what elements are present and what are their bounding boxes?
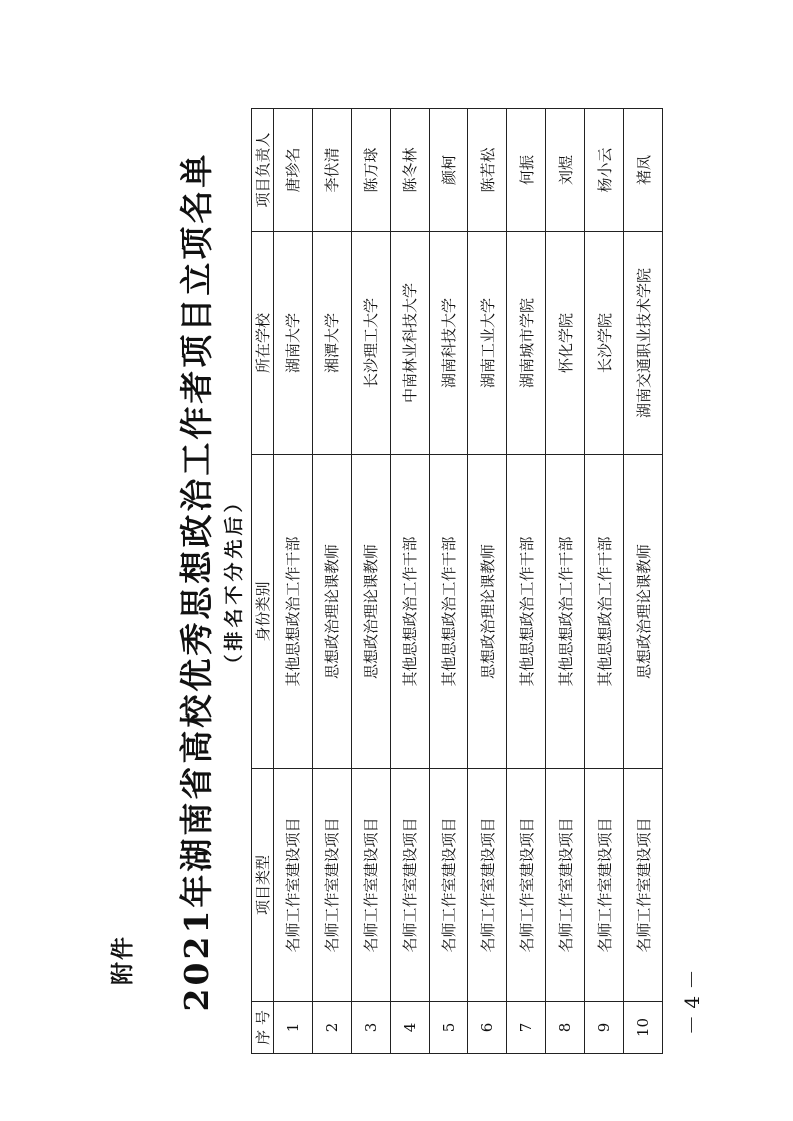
cell-project-leader: 陈若松: [468, 109, 507, 232]
cell-project-leader: 颜柯: [429, 109, 468, 232]
table-row: [274, 109, 313, 1054]
cell-school: 长沙理工大学: [351, 232, 390, 455]
table-row: [351, 109, 390, 1054]
cell-project-type: 名师工作室建设项目: [546, 769, 585, 1002]
document-title: 2021年湖南省高校优秀思想政治工作者项目立项名单: [177, 151, 216, 1012]
table-row: [546, 109, 585, 1054]
cell-identity-category: 思想政治理论课教师: [624, 455, 663, 769]
cell-project-leader: 杨小云: [585, 109, 624, 232]
cell-index: 4: [390, 1002, 429, 1054]
cell-school: 湘潭大学: [312, 232, 351, 455]
cell-project-leader: 陈冬林: [390, 109, 429, 232]
header-project-type: 项目类型: [252, 769, 274, 1002]
table-row: [312, 109, 351, 1054]
table-row: [390, 109, 429, 1054]
cell-school: 湖南科技大学: [429, 232, 468, 455]
cell-identity-category: 其他思想政治工作干部: [585, 455, 624, 769]
cell-index: 5: [429, 1002, 468, 1054]
cell-school: 湖南大学: [274, 232, 313, 455]
cell-school: 湖南城市学院: [507, 232, 546, 455]
rotated-content: [171, 109, 671, 1054]
cell-index: 10: [624, 1002, 663, 1054]
cell-project-leader: 刘煜: [546, 109, 585, 232]
cell-project-leader: 何振: [507, 109, 546, 232]
table-row: [507, 109, 546, 1054]
attachment-label: 附件: [109, 935, 136, 985]
cell-index: 1: [274, 1002, 313, 1054]
table-row: [624, 109, 663, 1054]
table-row: [429, 109, 468, 1054]
cell-identity-category: 思想政治理论课教师: [351, 455, 390, 769]
cell-project-type: 名师工作室建设项目: [429, 769, 468, 1002]
cell-project-type: 名师工作室建设项目: [585, 769, 624, 1002]
table-row: [585, 109, 624, 1054]
cell-project-leader: 褚凤: [624, 109, 663, 232]
header-index: 序 号: [252, 1002, 274, 1054]
cell-project-leader: 唐珍名: [274, 109, 313, 232]
table-row: [468, 109, 507, 1054]
project-table: [251, 108, 663, 1054]
cell-identity-category: 其他思想政治工作干部: [274, 455, 313, 769]
cell-school: 湖南交通职业技术学院: [624, 232, 663, 455]
cell-project-type: 名师工作室建设项目: [624, 769, 663, 1002]
document-subtitle: （排名不分先后）: [223, 489, 245, 674]
cell-identity-category: 其他思想政治工作干部: [507, 455, 546, 769]
cell-index: 9: [585, 1002, 624, 1054]
cell-school: 怀化学院: [546, 232, 585, 455]
header-project-leader: 项目负责人: [252, 109, 274, 232]
cell-school: 中南林业科技大学: [390, 232, 429, 455]
cell-project-type: 名师工作室建设项目: [351, 769, 390, 1002]
table-header-row: [252, 109, 274, 1054]
cell-index: 7: [507, 1002, 546, 1054]
cell-school: 湖南工业大学: [468, 232, 507, 455]
cell-project-type: 名师工作室建设项目: [312, 769, 351, 1002]
cell-project-type: 名师工作室建设项目: [390, 769, 429, 1002]
cell-identity-category: 其他思想政治工作干部: [390, 455, 429, 769]
header-identity-category: 身份类别: [252, 455, 274, 769]
cell-project-type: 名师工作室建设项目: [468, 769, 507, 1002]
cell-project-leader: 陈万球: [351, 109, 390, 232]
cell-project-type: 名师工作室建设项目: [274, 769, 313, 1002]
cell-index: 8: [546, 1002, 585, 1054]
cell-identity-category: 其他思想政治工作干部: [546, 455, 585, 769]
cell-index: 2: [312, 1002, 351, 1054]
cell-identity-category: 思想政治理论课教师: [312, 455, 351, 769]
cell-index: 3: [351, 1002, 390, 1054]
cell-project-type: 名师工作室建设项目: [507, 769, 546, 1002]
cell-identity-category: 思想政治理论课教师: [468, 455, 507, 769]
cell-index: 6: [468, 1002, 507, 1054]
cell-identity-category: 其他思想政治工作干部: [429, 455, 468, 769]
header-school: 所在学校: [252, 232, 274, 455]
page-number: － 4 －: [680, 969, 704, 1035]
cell-project-leader: 李伏清: [312, 109, 351, 232]
cell-school: 长沙学院: [585, 232, 624, 455]
